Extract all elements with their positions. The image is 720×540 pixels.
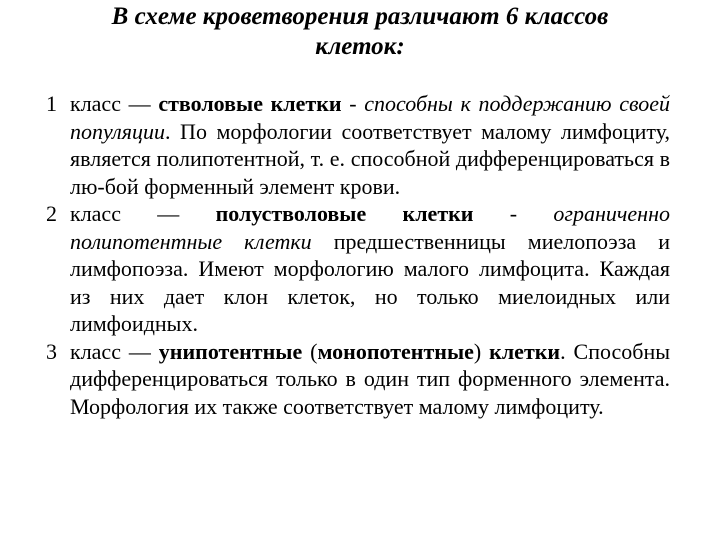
item-number: 1	[46, 91, 57, 116]
item-italic-text: способны к поддержанию своей популяции	[70, 91, 671, 144]
item-italic-text: ограниченно полипотентные клетки	[70, 201, 670, 254]
item-separator: -	[341, 91, 365, 116]
item-paren-open: (	[302, 338, 318, 364]
item-term-alt: монопотентные	[317, 338, 474, 364]
item-lead: класс —	[70, 201, 180, 226]
item-text: . По морфологии соответствует малому лимфоциту, является полипотентной, т. е. способной дифференцироваться в лю-бой форменный элемент крови.	[70, 118, 670, 199]
class-list	[30, 90, 670, 420]
list-item-class-3	[30, 338, 670, 421]
item-paren-close: )	[473, 338, 490, 364]
item-text: предшественницы миелопоэза и лимфопоэза. Имеют морфологию малого лимфоцита. Каждая из них дает клон клеток, но только миелоидных или лимфоидных.	[70, 228, 670, 336]
item-term-cells: клетки	[489, 338, 561, 364]
item-number: 2	[46, 201, 57, 226]
item-term: унипотентные	[158, 338, 303, 364]
slide-title	[40, 2, 680, 62]
item-number: 3	[46, 338, 57, 364]
title-line-2: клеток:	[315, 33, 405, 60]
list-item-class-2	[30, 200, 670, 338]
item-separator: -	[473, 201, 554, 226]
item-term: полустволовые клетки	[215, 201, 474, 226]
title-line-1: В схеме кроветворения различают 6 классов	[111, 3, 609, 30]
item-text: . Способны дифференцироваться только в один тип форменного элемента. Морфология их также соответствует малому лимфоциту.	[70, 338, 671, 419]
item-term: стволовые клетки	[158, 91, 342, 116]
list-item-class-1	[30, 90, 670, 200]
item-lead: класс —	[70, 91, 151, 116]
item-lead: класс —	[70, 338, 151, 364]
